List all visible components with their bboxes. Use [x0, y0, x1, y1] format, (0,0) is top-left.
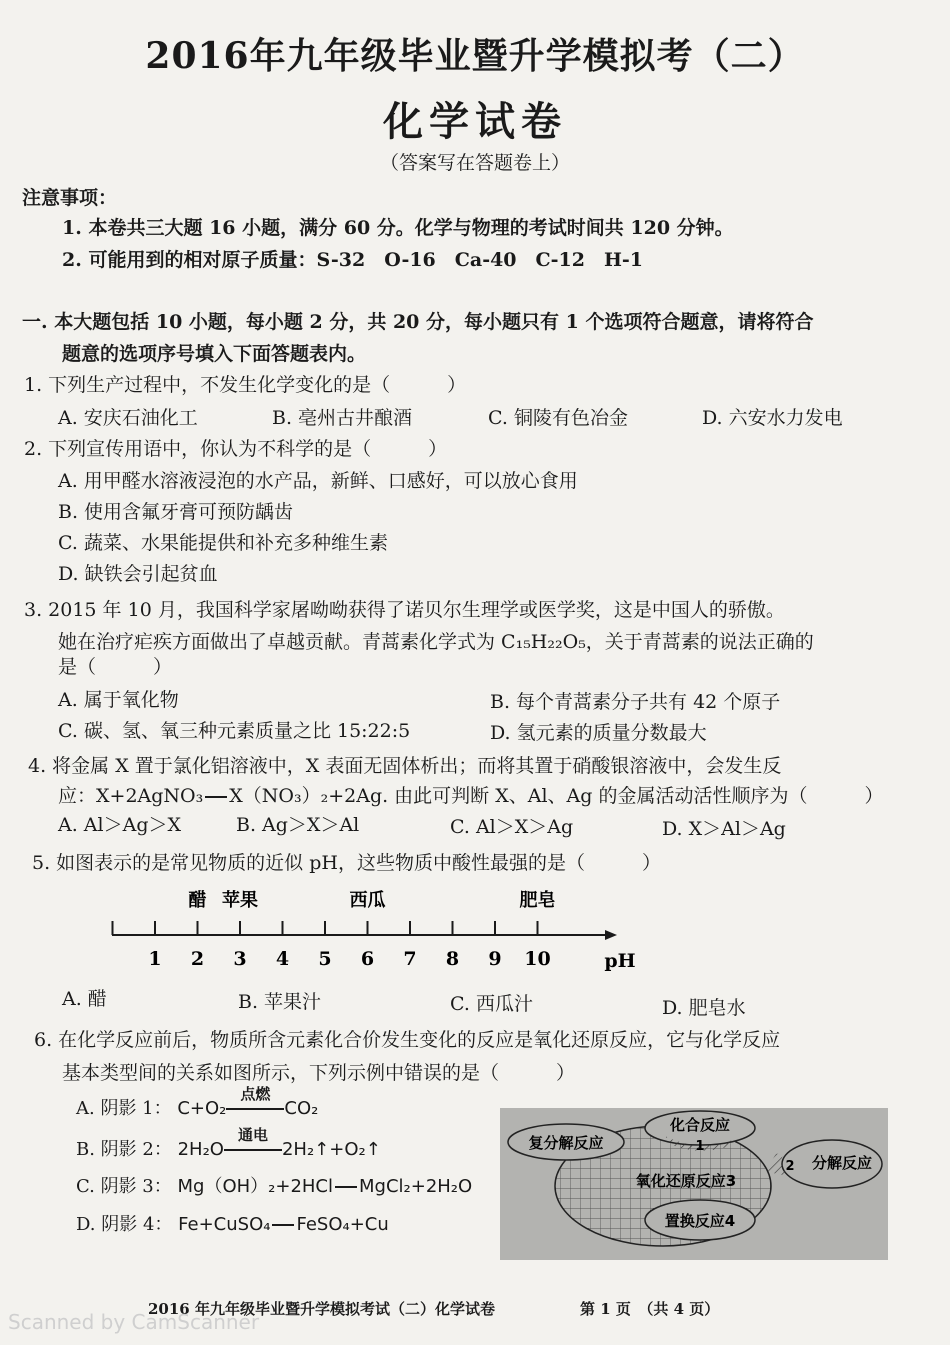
q2-option-a: A. 用甲醛水溶液浸泡的水产品，新鲜、口感好，可以放心食用 — [58, 470, 578, 492]
scanner-watermark: Scanned by CamScanner — [8, 1310, 260, 1334]
q3-stem-line2: 她在治疗疟疾方面做出了卓越贡献。青蒿素化学式为 C₁₅H₂₂O₅，关于青蒿素的说法正确的 — [58, 631, 814, 653]
notice-heading: 注意事项： — [22, 187, 118, 209]
page-number: 第 1 页 （共 4 页） — [580, 1300, 720, 1318]
answer-note: （答案写在答题卷上） — [379, 152, 570, 174]
q6-option-d-label: D. 阴影 4： — [76, 1214, 173, 1235]
q5-option-a: A. 醋 — [62, 988, 107, 1010]
footer-title: 2016 年九年级毕业暨升学模拟考试（二）化学试卷 — [148, 1300, 495, 1318]
q3-stem-line1: 3. 2015 年 10 月，我国科学家屠呦呦获得了诺贝尔生理学或医学奖，这是中国人的骄傲。 — [24, 599, 785, 621]
q6-option-d-reactants: Fe+CuSO₄ — [178, 1214, 271, 1235]
ph-tick-label: 7 — [403, 948, 417, 970]
q4-option-c: C. Al＞X＞Ag — [450, 816, 574, 838]
subject-title: 化学试卷 — [383, 98, 567, 145]
reaction-type-venn-diagram — [500, 1108, 888, 1260]
reaction-condition-arrow — [226, 1085, 284, 1119]
q6-option-b-label: B. 阴影 2： — [76, 1139, 172, 1160]
q4-equation-left: 应：X+2AgNO₃ — [58, 785, 204, 807]
q5-option-b: B. 苹果汁 — [238, 991, 322, 1013]
q6-option-c-products: MgCl₂+2H₂O — [359, 1176, 473, 1197]
section1-instruction-line2: 题意的选项序号填入下面答题表内。 — [62, 343, 367, 365]
q6-stem-line1: 6. 在化学反应前后，物质所含元素化合价发生变化的反应是氧化还原反应，它与化学反应 — [34, 1029, 781, 1051]
q1-option-c: C. 铜陵有色冶金 — [488, 407, 628, 429]
q2-option-c: C. 蔬菜、水果能提供和补充多种维生素 — [58, 532, 388, 554]
notice-item-1: 1. 本卷共三大题 16 小题，满分 60 分。化学与物理的考试时间共 120 分钟。 — [62, 217, 734, 239]
redox-label: 氧化还原反应3 — [635, 1172, 737, 1190]
q4-stem-line2 — [58, 781, 883, 808]
q4-option-b: B. Ag＞X＞Al — [236, 814, 360, 836]
ph-substance-label: 醋 — [188, 890, 207, 911]
q2-option-b: B. 使用含氟牙膏可预防龋齿 — [58, 501, 294, 523]
ph-axis-arrowhead — [605, 930, 617, 940]
q3-option-d: D. 氢元素的质量分数最大 — [490, 722, 707, 744]
q6-option-b-reactants: 2H₂O — [177, 1139, 224, 1160]
ph-tick-label: 9 — [488, 948, 502, 970]
section1-instruction-line1: 一. 本大题包括 10 小题，每小题 2 分，共 20 分，每小题只有 1 个选项符合题意，请将符合 — [22, 311, 814, 333]
q5-option-c: C. 西瓜汁 — [450, 993, 533, 1015]
reaction-condition: 通电 — [237, 1126, 268, 1144]
ph-tick-label: 1 — [148, 948, 162, 970]
q3-option-c: C. 碳、氢、氧三种元素质量之比 15:22:5 — [58, 720, 411, 742]
q3-option-a: A. 属于氧化物 — [58, 689, 179, 711]
shade-mark-1: 1 — [695, 1139, 705, 1154]
q6-option-a — [76, 1085, 319, 1120]
q6-option-d — [76, 1210, 389, 1236]
ph-substance-label: 西瓜 — [349, 890, 386, 911]
notice-item-2: 2. 可能用到的相对原子质量：S-32 O-16 Ca-40 C-12 H-1 — [62, 249, 644, 271]
ph-tick-label: 8 — [445, 948, 460, 970]
q4-stem-line1: 4. 将金属 X 置于氯化铝溶液中，X 表面无固体析出；而将其置于硝酸银溶液中，会发生反 — [28, 755, 782, 777]
ph-tick-label: 4 — [275, 948, 290, 970]
combination-label: 化合反应 — [669, 1116, 731, 1134]
reaction-condition-arrow — [224, 1126, 282, 1160]
q4-option-a: A. Al＞Ag＞X — [58, 814, 182, 836]
shade-mark-2: 2 — [785, 1159, 795, 1174]
ph-tick-label: 3 — [233, 948, 247, 970]
q6-option-c-label: C. 阴影 3： — [76, 1176, 172, 1197]
reaction-condition: 点燃 — [240, 1085, 271, 1103]
ph-substance-label: 肥皂 — [519, 890, 556, 911]
ph-tick-label: 10 — [524, 948, 551, 970]
q6-option-a-products: CO₂ — [284, 1098, 319, 1119]
decomposition-label: 分解反应 — [811, 1154, 873, 1172]
q1-option-a: A. 安庆石油化工 — [58, 407, 198, 429]
q2-option-d: D. 缺铁会引起贫血 — [58, 563, 218, 585]
q4-equation-right: X（NO₃）₂+2Ag. 由此可判断 X、Al、Ag 的金属活动活性顺序为（ ） — [229, 785, 884, 807]
ph-tick-label: 5 — [318, 948, 332, 970]
reaction-bar — [272, 1224, 294, 1226]
reaction-bar — [335, 1186, 357, 1188]
q3-option-b: B. 每个青蒿素分子共有 42 个原子 — [490, 691, 781, 713]
q6-option-c — [76, 1172, 472, 1198]
ph-tick-label: 6 — [360, 948, 375, 970]
ph-tick-label: 2 — [190, 948, 205, 970]
q1-stem: 1. 下列生产过程中，不发生化学变化的是（ ） — [24, 374, 467, 396]
q6-option-c-reactants: Mg（OH）₂+2HCl — [177, 1176, 333, 1197]
double-decomposition-label: 复分解反应 — [528, 1134, 604, 1152]
ph-scale-figure — [100, 880, 660, 980]
q6-option-d-products: FeSO₄+Cu — [296, 1214, 389, 1235]
q6-option-b-products: 2H₂↑+O₂↑ — [281, 1139, 381, 1160]
q6-option-a-reactants: C+O₂ — [177, 1098, 227, 1119]
displacement-label: 置换反应4 — [664, 1212, 736, 1230]
ph-substance-label: 苹果 — [222, 890, 258, 911]
q3-stem-line3: 是（ ） — [58, 656, 173, 678]
q5-stem: 5. 如图表示的是常见物质的近似 pH，这些物质中酸性最强的是（ ） — [32, 852, 661, 874]
q5-option-d: D. 肥皂水 — [662, 997, 746, 1019]
q6-option-b — [76, 1126, 381, 1161]
q4-option-d: D. X＞Al＞Ag — [662, 818, 786, 840]
q2-stem: 2. 下列宣传用语中，你认为不科学的是（ ） — [24, 438, 448, 460]
q6-option-a-label: A. 阴影 1： — [76, 1098, 172, 1119]
ph-unit-label: pH — [604, 950, 636, 972]
q1-option-d: D. 六安水力发电 — [702, 407, 843, 429]
reaction-bar — [205, 796, 227, 798]
q6-stem-line2: 基本类型间的关系如图所示，下列示例中错误的是（ ） — [62, 1062, 576, 1084]
exam-title: 2016年九年级毕业暨升学模拟考（二） — [145, 35, 805, 77]
q1-option-b: B. 亳州古井酿酒 — [272, 407, 413, 429]
